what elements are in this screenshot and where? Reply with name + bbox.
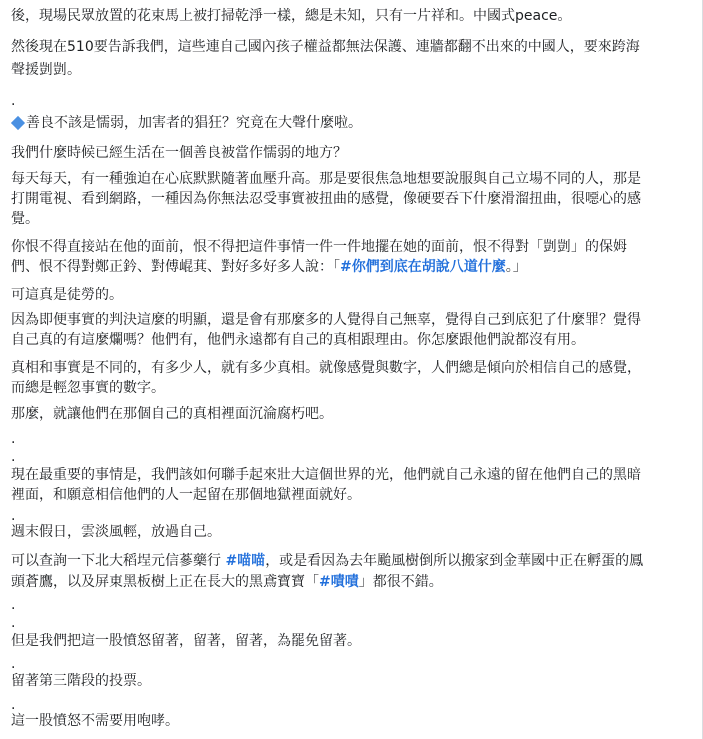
paragraph-line: 聲援剴剴。 <box>11 62 81 78</box>
separator-dot: . <box>11 656 16 672</box>
paragraph-line: 這一股憤怒不需要用咆哮。 <box>11 713 179 729</box>
paragraph-line: 那麼，就讓他們在那個自己的真相裡面沉淪腐朽吧。 <box>11 406 333 422</box>
paragraph-line <box>11 572 692 592</box>
separator-dot: . <box>11 597 16 613</box>
heading-text: 善良不該是懦弱，加害者的猖狂？究竟在大聲什麼啦。 <box>26 115 362 131</box>
paragraph-line: 現在最重要的事情是，我們該如何聯手起來壯大這個世界的光，他們就自己永遠的留在他們自己的黑暗 <box>11 467 641 483</box>
paragraph-line <box>11 551 692 571</box>
hashtag-link[interactable]: #嘖嘖 <box>319 574 359 590</box>
hashtag-link[interactable]: #你們到底在胡說八道什麼 <box>340 259 506 275</box>
paragraph-heading <box>11 113 692 133</box>
separator-dot: . <box>11 508 16 524</box>
paragraph-line: 每天每天，有一種強迫在心底默默隨著血壓升高。那是要很焦急地想要說服與自己立場不同的人，那是 <box>11 171 641 187</box>
hashtag-link[interactable]: #喵喵 <box>225 553 266 569</box>
text-span: 頭蒼鷹，以及屏東黑板樹上正在長大的黑鳶寶寶「 <box>11 574 319 590</box>
paragraph-line <box>11 257 692 277</box>
paragraph-line: 覺。 <box>11 211 39 227</box>
paragraph-line: 裡面，和願意相信他們的人一起留在那個地獄裡面就好。 <box>11 487 361 503</box>
text-span: 可以查詢一下北大稻埕元信蔘藥行 <box>11 553 226 569</box>
separator-dot: . <box>11 93 16 109</box>
text-span: 。」 <box>505 259 527 275</box>
paragraph-line: 打開電視、看到網路，一種因為你無法忍受事實被扭曲的感覺，像硬要吞下什麼滑溜扭曲，很噁心的感 <box>11 191 641 207</box>
small-blue-diamond-icon <box>11 115 25 129</box>
paragraph-line: 自己真的有這麼爛嗎？他們有，他們永遠都有自己的真相跟理由。你怎麼跟他們說都沒有用。 <box>11 332 585 348</box>
text-span: ，或是看因為去年颱風樹倒所以搬家到金華國中正在孵蛋的鳳 <box>265 553 644 569</box>
paragraph-line: 但是我們把這一股憤怒留著，留著，留著，為罷免留著。 <box>11 633 361 649</box>
paragraph-line: 真相和事實是不同的，有多少人，就有多少真相。就像感覺與數字，人們總是傾向於相信自己的感覺， <box>11 360 641 376</box>
text-span: 」都很不錯。 <box>358 574 443 590</box>
separator-dot: . <box>11 697 16 713</box>
paragraph-line: 我們什麼時候已經生活在一個善良被當作懦弱的地方？ <box>11 145 347 161</box>
separator-dot: . <box>11 431 16 447</box>
paragraph-line: 然後現在510要告訴我們，這些連自己國內孩子權益都無法保護、連牆都翻不出來的中國人，要來跨海 <box>11 39 640 55</box>
separator-dot: . <box>11 615 16 631</box>
paragraph-line: 你恨不得直接站在他的面前，恨不得把這件事情一件一件地擺在她的面前，恨不得對「剴剴」的保姆 <box>11 239 627 255</box>
paragraph-line: 因為即便事實的判決這麼的明顯，還是會有那麼多的人覺得自己無辜，覺得自己到底犯了什麼罪？覺得 <box>11 312 641 328</box>
paragraph-line: 週末假日，雲淡風輕，放過自己。 <box>11 524 221 540</box>
text-span: 們、恨不得對鄭正鈐、對傅崐萁、對好多好多人說：「 <box>11 259 340 275</box>
separator-dot: . <box>11 449 16 465</box>
paragraph-line: 而總是輕忽事實的數字。 <box>11 380 165 396</box>
paragraph-line: 後，現場民眾放置的花束馬上被打掃乾淨一樣，總是未知，只有一片祥和。中國式peace。 <box>11 8 572 24</box>
paragraph-line: 留著第三階段的投票。 <box>11 673 151 689</box>
paragraph-line: 可這真是徒勞的。 <box>11 287 123 303</box>
